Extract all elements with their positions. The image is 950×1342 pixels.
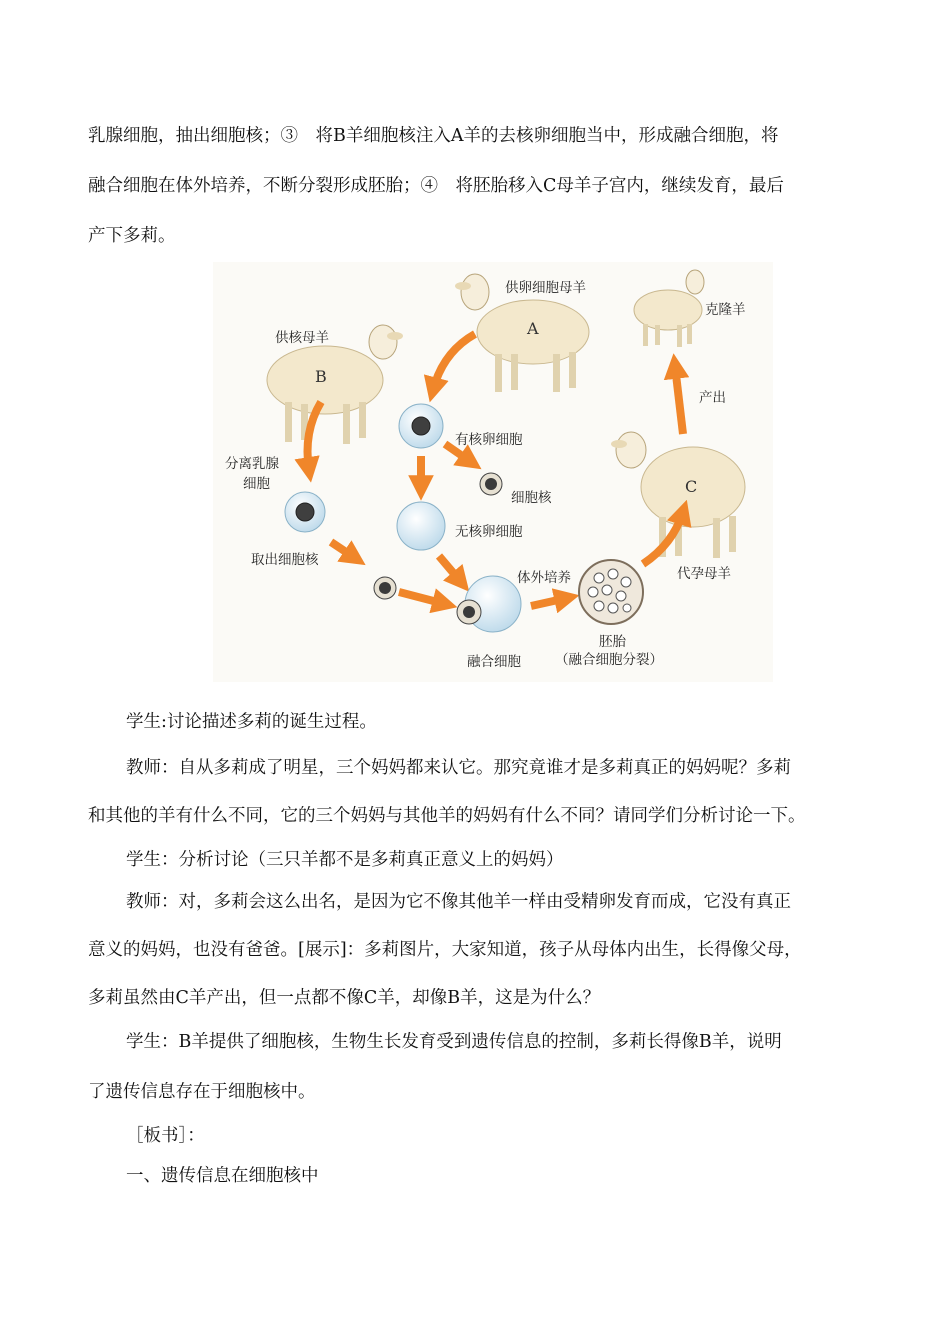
separate-mammary-label-2: 细胞 xyxy=(243,476,270,492)
paragraph-line: 教师：对，多莉会这么出名，是因为它不像其他羊一样由受精卵发育而成，它没有真正 xyxy=(126,892,791,912)
paragraph-line: 一、遗传信息在细胞核中 xyxy=(126,1166,319,1186)
paragraph-line: 和其他的羊有什么不同，它的三个妈妈与其他羊的妈妈有什么不同？请同学们分析讨论一下。 xyxy=(88,806,806,826)
paragraph-line: 意义的妈妈，也没有爸爸。[展示]：多莉图片，大家知道，孩子从母体内出生，长得像父母， xyxy=(88,940,802,960)
mammary-nucleus xyxy=(296,503,314,521)
nucleated-egg-label: 有核卵细胞 xyxy=(455,432,523,448)
surrogate-label: 代孕母羊 xyxy=(677,566,731,582)
cloning-diagram xyxy=(213,262,773,682)
fused-cell-nucleus-core xyxy=(463,606,475,618)
paragraph-line: 产下多莉。 xyxy=(88,226,176,246)
paragraph-line: 学生:讨论描述多莉的诞生过程。 xyxy=(126,712,377,732)
removed-nucleus-core xyxy=(485,478,497,490)
paragraph-line: 学生：分析讨论（三只羊都不是多莉真正意义上的妈妈） xyxy=(126,850,564,870)
separate-mammary-label-1: 分离乳腺 xyxy=(225,456,279,472)
enucleated-egg-cell xyxy=(397,502,445,550)
fused-cell-label: 融合细胞 xyxy=(467,654,521,670)
paragraph-line: 乳腺细胞，抽出细胞核；③ 将B羊细胞核注入A羊的去核卵细胞当中，形成融合细胞，将 xyxy=(88,126,779,146)
in-vitro-label: 体外培养 xyxy=(517,570,571,586)
egg-nucleus xyxy=(412,417,430,435)
embryo-note-label: （融合细胞分裂） xyxy=(555,652,663,668)
nucleus-donor-label: 供核母羊 xyxy=(275,330,329,346)
paragraph-line: 了遗传信息存在于细胞核中。 xyxy=(88,1082,316,1102)
paragraph-line: 多莉虽然由C羊产出，但一点都不像C羊，却像B羊，这是为什么？ xyxy=(88,988,601,1008)
cloning-diagram-svg xyxy=(213,262,773,682)
paragraph-line: 教师：自从多莉成了明星，三个妈妈都来认它。那究竟谁才是多莉真正的妈妈呢？多莉 xyxy=(126,758,791,778)
extracted-nucleus-core xyxy=(379,582,391,594)
embryo xyxy=(579,560,643,624)
nucleus-label: 细胞核 xyxy=(511,490,552,506)
sheep-c-label: C xyxy=(685,477,698,496)
embryo-label: 胚胎 xyxy=(599,634,626,650)
paragraph-line: ［板书］： xyxy=(126,1126,205,1146)
sheep-a-label: A xyxy=(527,319,539,338)
extract-nucleus-label: 取出细胞核 xyxy=(251,552,319,568)
egg-donor-label: 供卵细胞母羊 xyxy=(505,280,586,296)
give-birth-label: 产出 xyxy=(699,390,726,406)
sheep-b-label: B xyxy=(315,367,327,386)
paragraph-line: 学生：B羊提供了细胞核，生物生长发育受到遗传信息的控制，多莉长得像B羊，说明 xyxy=(126,1032,782,1052)
paragraph-line: 融合细胞在体外培养，不断分裂形成胚胎；④ 将胚胎移入C母羊子宫内，继续发育，最后 xyxy=(88,176,784,196)
enucleated-egg-label: 无核卵细胞 xyxy=(455,524,523,540)
clone-label: 克隆羊 xyxy=(705,302,746,318)
